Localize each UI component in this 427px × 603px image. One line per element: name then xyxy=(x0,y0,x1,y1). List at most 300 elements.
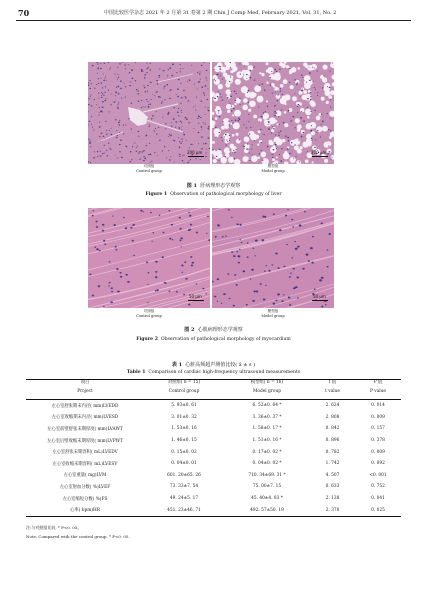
nucleus-texture xyxy=(207,89,208,90)
nucleus-texture xyxy=(146,63,147,64)
nucleus-texture xyxy=(94,151,95,152)
nucleus-texture xyxy=(188,100,190,101)
myocardium-model-scale: 50 μm xyxy=(313,294,326,299)
nucleus-texture xyxy=(194,128,195,129)
nucleus-texture xyxy=(314,68,315,69)
nucleus-texture xyxy=(147,284,148,285)
nucleus-texture xyxy=(119,272,121,274)
vacuole-texture xyxy=(255,135,259,139)
nucleus-texture xyxy=(307,107,308,108)
nucleus-texture xyxy=(312,67,313,68)
col-header-project-en: Project xyxy=(26,390,144,400)
nucleus-texture xyxy=(218,91,219,92)
nucleus-texture xyxy=(144,87,146,88)
nucleus-texture xyxy=(162,101,163,102)
nucleus-texture xyxy=(191,65,192,66)
nucleus-texture xyxy=(289,276,291,278)
vacuole-texture xyxy=(215,133,219,137)
col-header-t-en: t value xyxy=(310,390,355,400)
nucleus-texture xyxy=(299,161,300,162)
nucleus-texture xyxy=(175,127,176,128)
nucleus-texture xyxy=(294,241,296,242)
nucleus-texture xyxy=(207,128,209,129)
myocardium-control-label xyxy=(88,309,210,319)
nucleus-texture xyxy=(195,110,196,111)
nucleus-texture xyxy=(232,152,233,153)
nucleus-texture xyxy=(332,63,333,64)
nucleus-texture xyxy=(236,223,238,225)
vacuole-texture xyxy=(263,113,269,119)
nucleus-texture xyxy=(141,100,142,101)
nucleus-texture xyxy=(250,127,251,128)
nucleus-texture xyxy=(99,112,100,113)
nucleus-texture xyxy=(152,115,154,116)
vacuole-texture xyxy=(295,80,299,84)
nucleus-texture xyxy=(290,273,292,274)
nucleus-texture xyxy=(180,143,182,144)
nucleus-texture xyxy=(181,110,182,111)
vacuole-texture xyxy=(302,109,305,112)
table1-heading-en: Comparison of cardiac high-frequency ultrasound measurements xyxy=(148,370,301,375)
table-cell: 0. 009 xyxy=(371,414,385,420)
nucleus-texture xyxy=(178,127,179,128)
nucleus-texture xyxy=(205,77,206,78)
nucleus-texture xyxy=(119,151,121,152)
nucleus-texture xyxy=(106,150,107,151)
nucleus-texture xyxy=(254,80,255,81)
nucleus-texture xyxy=(171,125,173,126)
nucleus-texture xyxy=(321,277,324,279)
nucleus-texture xyxy=(299,105,300,106)
nucleus-texture xyxy=(222,100,223,101)
nucleus-texture xyxy=(173,107,175,108)
nucleus-texture xyxy=(279,229,281,231)
table-cell: 2. 138 xyxy=(325,496,340,502)
nucleus-texture xyxy=(202,288,204,290)
nucleus-texture xyxy=(317,92,318,93)
nucleus-texture xyxy=(146,145,147,146)
nucleus-texture xyxy=(322,122,323,123)
nucleus-texture xyxy=(284,266,286,268)
myocardium-model-label-cn: 模型组 xyxy=(267,309,279,313)
nucleus-texture xyxy=(291,142,293,143)
nucleus-texture xyxy=(233,158,235,159)
nucleus-texture xyxy=(258,106,259,107)
nucleus-texture xyxy=(218,113,219,114)
nucleus-texture xyxy=(184,261,186,263)
nucleus-texture xyxy=(97,73,98,74)
nucleus-texture xyxy=(314,147,316,148)
nucleus-texture xyxy=(273,303,276,305)
nucleus-texture xyxy=(278,116,279,117)
nucleus-texture xyxy=(259,153,261,154)
col-header-control-cn: 对照组( n = 15) xyxy=(144,380,224,391)
nucleus-texture xyxy=(157,83,158,84)
nucleus-texture xyxy=(294,79,296,80)
nucleus-texture xyxy=(179,141,180,142)
nucleus-texture xyxy=(138,100,140,101)
nucleus-texture xyxy=(164,146,165,147)
nucleus-texture xyxy=(330,130,332,131)
nucleus-texture xyxy=(267,146,269,147)
nucleus-texture xyxy=(172,239,174,240)
nucleus-texture xyxy=(265,285,266,286)
vacuole-texture xyxy=(266,82,268,84)
vacuole-texture xyxy=(224,147,230,153)
nucleus-texture xyxy=(239,104,240,105)
nucleus-texture xyxy=(176,94,177,95)
nucleus-texture xyxy=(148,67,149,68)
nucleus-texture xyxy=(172,64,173,65)
table-cell: 601. 20±65. 26 xyxy=(167,472,201,478)
nucleus-texture xyxy=(150,63,151,64)
nucleus-texture xyxy=(106,130,107,131)
nucleus-texture xyxy=(151,99,152,100)
nucleus-texture xyxy=(182,160,184,161)
nucleus-texture xyxy=(311,138,313,139)
nucleus-texture xyxy=(142,106,143,107)
nucleus-texture xyxy=(183,90,185,91)
nucleus-texture xyxy=(99,126,101,127)
vacuole-texture xyxy=(284,123,288,127)
nucleus-texture xyxy=(90,80,91,81)
nucleus-texture xyxy=(229,154,230,155)
vacuole-texture xyxy=(287,146,289,148)
nucleus-texture xyxy=(183,155,184,156)
vacuole-texture xyxy=(311,103,314,106)
nucleus-texture xyxy=(231,120,232,121)
nucleus-texture xyxy=(285,135,287,136)
nucleus-texture xyxy=(219,68,221,69)
nucleus-texture xyxy=(289,68,290,69)
nucleus-texture xyxy=(273,128,275,129)
nucleus-texture xyxy=(123,125,124,126)
nucleus-texture xyxy=(283,122,285,123)
nucleus-texture xyxy=(156,133,158,134)
nucleus-texture xyxy=(150,82,152,83)
figure2-number-cn: 图 2 xyxy=(184,327,195,333)
nucleus-texture xyxy=(164,86,166,87)
nucleus-texture xyxy=(97,151,98,152)
nucleus-texture xyxy=(311,125,312,126)
table-row xyxy=(26,470,401,482)
nucleus-texture xyxy=(280,160,282,161)
nucleus-texture xyxy=(235,100,237,101)
nucleus-texture xyxy=(205,124,206,125)
nucleus-texture xyxy=(108,111,109,112)
nucleus-texture xyxy=(130,151,132,152)
table-cell: <0. 001 xyxy=(369,472,387,478)
nucleus-texture xyxy=(229,150,230,151)
nucleus-texture xyxy=(327,86,328,87)
nucleus-texture xyxy=(246,304,248,306)
nucleus-texture xyxy=(107,155,109,156)
nucleus-texture xyxy=(229,125,230,126)
nucleus-texture xyxy=(124,64,125,65)
header-rule xyxy=(16,20,411,21)
nucleus-texture xyxy=(225,235,227,236)
nucleus-texture xyxy=(272,154,273,155)
nucleus-texture xyxy=(129,85,131,86)
liver-model-label-en: Model group xyxy=(261,169,285,173)
table-cell: 0. 157 xyxy=(371,426,385,432)
nucleus-texture xyxy=(235,120,237,121)
nucleus-texture xyxy=(240,74,241,75)
nucleus-texture xyxy=(198,116,200,117)
vacuole-texture xyxy=(213,159,217,163)
nucleus-texture xyxy=(88,98,89,99)
nucleus-texture xyxy=(233,255,235,257)
nucleus-texture xyxy=(174,140,176,141)
vacuole-texture xyxy=(224,138,229,143)
nucleus-texture xyxy=(93,130,94,131)
vacuole-texture xyxy=(284,111,287,114)
nucleus-texture xyxy=(279,124,280,125)
nucleus-texture xyxy=(288,110,290,111)
nucleus-texture xyxy=(274,142,275,143)
vacuole-texture xyxy=(297,124,302,129)
nucleus-texture xyxy=(147,101,148,102)
nucleus-texture xyxy=(249,134,250,135)
nucleus-texture xyxy=(291,219,293,221)
nucleus-texture xyxy=(272,93,273,94)
vacuole-texture xyxy=(276,156,278,158)
nucleus-texture xyxy=(141,70,143,71)
vacuole-texture xyxy=(226,104,231,109)
nucleus-texture xyxy=(151,241,152,242)
table-cell: 0. 041 xyxy=(371,496,385,502)
vacuole-texture xyxy=(300,146,303,149)
nucleus-texture xyxy=(330,118,331,119)
table-cell: 0. 025 xyxy=(355,504,401,516)
nucleus-texture xyxy=(182,155,183,156)
nucleus-texture xyxy=(239,63,240,64)
nucleus-texture xyxy=(249,70,251,71)
nucleus-texture xyxy=(297,112,298,113)
table-cell: 0. 752 xyxy=(371,484,385,490)
nucleus-texture xyxy=(119,63,121,64)
nucleus-texture xyxy=(310,247,313,249)
nucleus-texture xyxy=(117,79,118,80)
nucleus-texture xyxy=(202,87,204,88)
nucleus-texture xyxy=(200,117,201,118)
vacuole-texture xyxy=(228,157,234,163)
nucleus-texture xyxy=(233,305,235,307)
nucleus-texture xyxy=(287,137,289,138)
nucleus-texture xyxy=(277,267,279,269)
table-cell: 左心室重量( mg)LVM xyxy=(63,473,107,479)
nucleus-texture xyxy=(102,153,104,154)
vacuole-texture xyxy=(290,157,296,163)
nucleus-texture xyxy=(311,130,313,131)
nucleus-texture xyxy=(192,262,194,264)
table-cell: 左心室舒张末期容积( mL)LVEDV xyxy=(52,450,118,456)
nucleus-texture xyxy=(120,88,122,89)
nucleus-texture xyxy=(100,155,102,156)
vacuole-texture xyxy=(326,141,331,146)
nucleus-texture xyxy=(317,130,319,131)
table-cell: 左心室前壁舒张末期厚度( mm)LVAWT xyxy=(47,426,123,432)
nucleus-texture xyxy=(101,92,102,93)
nucleus-texture xyxy=(196,283,198,284)
nucleus-texture xyxy=(288,297,290,299)
vacuole-texture xyxy=(223,72,228,77)
table-cell: 0. 633 xyxy=(325,484,340,490)
nucleus-texture xyxy=(116,137,117,138)
nucleus-texture xyxy=(329,71,330,72)
nucleus-texture xyxy=(275,112,277,113)
nucleus-texture xyxy=(89,140,90,141)
table-cell: 0. 04±0. 01 xyxy=(171,461,197,467)
nucleus-texture xyxy=(145,91,147,92)
nucleus-texture xyxy=(108,143,109,144)
nucleus-texture xyxy=(177,96,179,97)
table-row xyxy=(26,412,401,424)
nucleus-texture xyxy=(119,120,120,121)
nucleus-texture xyxy=(188,212,190,213)
nucleus-texture xyxy=(104,145,106,146)
nucleus-texture xyxy=(90,96,91,97)
table-cell: 4. 507 xyxy=(325,472,340,478)
nucleus-texture xyxy=(102,230,104,232)
nucleus-texture xyxy=(125,124,126,125)
nucleus-texture xyxy=(143,85,144,86)
nucleus-texture xyxy=(89,143,91,144)
nucleus-texture xyxy=(327,266,329,267)
nucleus-texture xyxy=(143,160,145,161)
myocardium-control-scale: 50 μm xyxy=(189,294,202,299)
nucleus-texture xyxy=(283,294,285,295)
nucleus-texture xyxy=(228,209,230,210)
nucleus-texture xyxy=(102,101,104,102)
nucleus-texture xyxy=(321,223,323,225)
table-cell: 710. 34±69. 31 * xyxy=(248,472,286,478)
nucleus-texture xyxy=(315,139,316,140)
nucleus-texture xyxy=(221,97,222,98)
table-cell: 左心室射血分数( %)LVEF xyxy=(59,484,111,490)
nucleus-texture xyxy=(180,103,181,104)
nucleus-texture xyxy=(131,159,132,160)
nucleus-texture xyxy=(259,85,260,86)
nucleus-texture xyxy=(137,90,139,91)
nucleus-texture xyxy=(143,211,144,212)
vacuole-texture xyxy=(242,70,246,74)
vacuole-texture xyxy=(271,74,277,80)
nucleus-texture xyxy=(167,75,168,76)
nucleus-texture xyxy=(249,160,250,161)
nucleus-texture xyxy=(194,84,195,85)
nucleus-texture xyxy=(293,116,295,117)
nucleus-texture xyxy=(239,119,241,120)
liver-model-label xyxy=(212,164,334,174)
nucleus-texture xyxy=(135,80,137,81)
nucleus-texture xyxy=(98,115,99,116)
nucleus-texture xyxy=(309,67,310,68)
nucleus-texture xyxy=(233,150,234,151)
nucleus-texture xyxy=(180,237,183,239)
myocardium-model-micrograph xyxy=(212,208,334,308)
table-cell: 45. 40±4. 83 * xyxy=(251,496,283,502)
nucleus-texture xyxy=(104,153,105,154)
nucleus-texture xyxy=(227,273,229,275)
nucleus-texture xyxy=(145,106,146,107)
nucleus-texture xyxy=(227,97,229,98)
vacuole-texture xyxy=(307,116,310,119)
nucleus-texture xyxy=(208,110,210,111)
nucleus-texture xyxy=(225,134,227,135)
nucleus-texture xyxy=(217,278,219,280)
table1-note-en: Note. Compared with the control group, * P<0. 05. xyxy=(26,534,130,539)
nucleus-texture xyxy=(302,89,303,90)
vacuole-texture xyxy=(236,139,241,144)
nucleus-texture xyxy=(149,126,150,127)
nucleus-texture xyxy=(91,83,92,84)
nucleus-texture xyxy=(272,126,273,127)
nucleus-texture xyxy=(88,125,89,126)
nucleus-texture xyxy=(246,78,247,79)
nucleus-texture xyxy=(200,159,201,160)
nucleus-texture xyxy=(271,71,272,72)
nucleus-texture xyxy=(208,137,210,138)
nucleus-texture xyxy=(140,210,142,212)
table-cell: 1. 742 xyxy=(325,461,340,467)
nucleus-texture xyxy=(149,104,151,105)
nucleus-texture xyxy=(146,72,147,73)
nucleus-texture xyxy=(322,87,324,88)
vacuole-texture xyxy=(306,134,312,140)
nucleus-texture xyxy=(275,105,276,106)
nucleus-texture xyxy=(193,107,194,108)
nucleus-texture xyxy=(150,154,152,155)
nucleus-texture xyxy=(137,145,138,146)
nucleus-texture xyxy=(162,117,163,118)
nucleus-texture xyxy=(215,108,216,109)
nucleus-texture xyxy=(189,228,191,230)
nucleus-texture xyxy=(141,151,143,152)
nucleus-texture xyxy=(222,140,223,141)
col-header-p-en: P value xyxy=(355,390,401,400)
nucleus-texture xyxy=(110,67,111,68)
nucleus-texture xyxy=(110,149,111,150)
vacuole-texture xyxy=(324,159,328,163)
nucleus-texture xyxy=(323,75,324,76)
nucleus-texture xyxy=(207,99,209,100)
nucleus-texture xyxy=(231,106,232,107)
nucleus-texture xyxy=(163,232,165,234)
nucleus-texture xyxy=(152,94,153,95)
nucleus-texture xyxy=(260,142,262,143)
table-cell: 2. 808 xyxy=(325,414,340,420)
table-cell: 73. 33±7. 54 xyxy=(169,484,199,490)
nucleus-texture xyxy=(296,84,297,85)
nucleus-texture xyxy=(120,81,122,82)
nucleus-texture xyxy=(205,107,206,108)
nucleus-texture xyxy=(275,134,276,135)
nucleus-texture xyxy=(219,149,221,150)
nucleus-texture xyxy=(297,297,299,298)
nucleus-texture xyxy=(320,137,321,138)
liver-control-scale: 200 μm xyxy=(187,150,203,155)
myocardium-model-label-en: Model group xyxy=(261,314,285,318)
vacuole-texture xyxy=(217,153,222,158)
nucleus-texture xyxy=(129,72,131,73)
nucleus-texture xyxy=(182,97,183,98)
nucleus-texture xyxy=(111,287,113,289)
nucleus-texture xyxy=(189,148,190,149)
table-cell: 451. 23±46. 71 xyxy=(144,504,224,516)
nucleus-texture xyxy=(183,294,185,296)
nucleus-texture xyxy=(277,293,280,295)
